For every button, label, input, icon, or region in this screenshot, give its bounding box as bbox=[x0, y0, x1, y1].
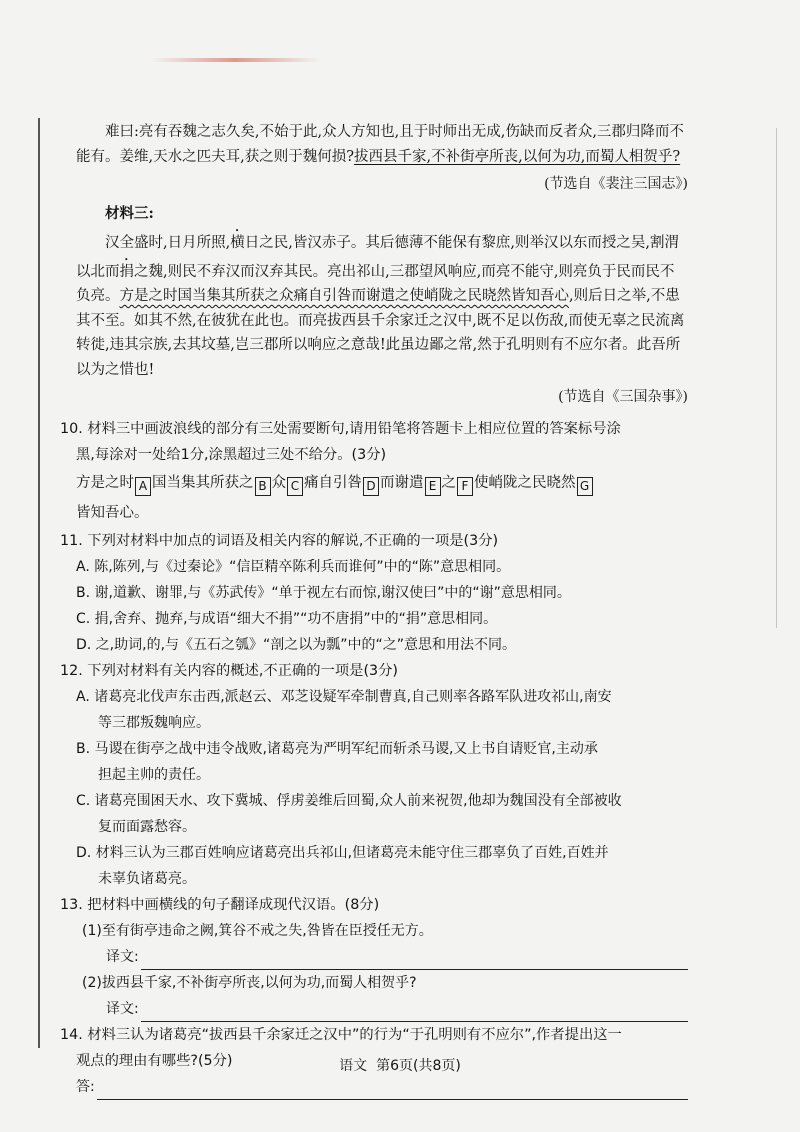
option-line: 担起主帅的责任。 bbox=[98, 767, 210, 783]
question-10-stem-line1: 10. 材料三中画波浪线的部分有三处需要断句,请用铅笔将答题卡上相应位置的答案标号涂 bbox=[60, 421, 621, 437]
material3-title: 材料三: bbox=[105, 205, 154, 222]
segment-text: 而谢遣 bbox=[380, 475, 424, 491]
question-12-option-b[interactable] bbox=[76, 736, 688, 788]
wavy-underlined-sentence: 方是之时国当集其所获之众痛自引咎而谢遣之使峭陇之民晓然皆知吾心 bbox=[119, 288, 569, 304]
material3-source: (节选自《三国杂事》) bbox=[558, 389, 688, 405]
dotted-word-heng: 横 bbox=[230, 235, 245, 251]
option-line: 未辜负诸葛亮。 bbox=[98, 871, 196, 887]
question-13-answer-2[interactable] bbox=[76, 996, 688, 1022]
material3-text-1: 汉全盛时,日月所照, bbox=[105, 235, 231, 251]
question-14-answer[interactable] bbox=[76, 1074, 688, 1100]
question-11-option-a[interactable]: A. 陈,陈列,与《过秦论》“信臣精卒陈利兵而谁何”中的“陈”意思相同。 bbox=[76, 559, 511, 575]
question-14-stem-line2: 观点的理由有哪些?(5分) bbox=[76, 1053, 233, 1069]
answer-blank[interactable] bbox=[97, 1081, 688, 1100]
answer-label: 答: bbox=[76, 1079, 95, 1095]
right-margin-rule bbox=[776, 128, 777, 628]
option-line: C. 诸葛亮围困天水、攻下冀城、俘虏姜维后回蜀,众人前来祝贺,他却为魏国没有全部被收 bbox=[76, 793, 622, 809]
question-14-stem-line1: 14. 材料三认为诸葛亮“拔西县千余家迁之汉中”的行为“于孔明则有不应尔”,作者提出这一 bbox=[60, 1027, 622, 1043]
segment-text: 之 bbox=[441, 475, 456, 491]
segment-text-last: 皆知吾心。 bbox=[76, 505, 149, 521]
answer-box-a[interactable]: A bbox=[135, 477, 151, 496]
scan-mark bbox=[150, 58, 320, 62]
question-11-option-c[interactable]: C. 捐,舍弃、抛弃,与成语“细大不捐”“功不唐捐”中的“捐”意思相同。 bbox=[76, 611, 498, 627]
question-11-option-d[interactable]: D. 之,助词,的,与《五石之瓠》“剖之以为瓢”中的“之”意思和用法不同。 bbox=[76, 637, 517, 653]
answer-box-e[interactable]: E bbox=[425, 477, 441, 496]
material3-text-2: 日之民,皆汉赤子。其后德薄不能保有黎庶,则举汉以东而授之吴,割渭以北而 bbox=[76, 235, 680, 280]
question-13-sentence-2: (2)拔西县千家,不补街亭所丧,以何为功,而蜀人相贺乎? bbox=[82, 975, 417, 991]
translation-label: 译文: bbox=[106, 1001, 139, 1017]
material2-paragraph bbox=[76, 120, 688, 169]
option-line: 复而面露愁容。 bbox=[98, 819, 196, 835]
question-13-answer-1[interactable] bbox=[76, 944, 688, 970]
question-12-option-d[interactable] bbox=[76, 840, 688, 892]
answer-box-c[interactable]: C bbox=[287, 477, 303, 496]
answer-blank[interactable] bbox=[141, 1003, 688, 1022]
page-footer: 语文 第6页(共8页) bbox=[339, 1058, 461, 1074]
question-10-stem bbox=[60, 416, 688, 442]
segment-text: 众 bbox=[271, 475, 286, 491]
question-13-stem-text: 13. 把材料中画横线的句子翻译成现代汉语。(8分) bbox=[60, 897, 380, 913]
segment-text: 痛自引咎 bbox=[304, 475, 362, 491]
question-11-stem bbox=[60, 528, 688, 554]
option-line: A. 诸葛亮北伐声东击西,派赵云、邓芝设疑军牵制曹真,自己则率各路军队进攻祁山,南安 bbox=[76, 689, 612, 705]
answer-box-f[interactable]: F bbox=[457, 477, 473, 496]
material2-text: 难曰:亮有吞魏之志久矣,不始于此,众人方知也,且于时师出无成,伤缺而反者众,三郡归降而不能有。姜维,天水之匹夫耳,获之则于魏何损? bbox=[76, 124, 684, 165]
question-11-option-b[interactable]: B. 谢,道歉、谢罪,与《苏武传》“单于视左右而惊,谢汉使曰”中的“谢”意思相同。 bbox=[76, 585, 571, 601]
answer-box-b[interactable]: B bbox=[255, 477, 271, 496]
answer-blank[interactable] bbox=[141, 951, 688, 970]
left-margin-rule bbox=[38, 118, 40, 1048]
dotted-word-juan: 捐 bbox=[119, 263, 134, 280]
segment-text: 使峭陇之民晓然 bbox=[474, 475, 576, 491]
answer-box-g[interactable]: G bbox=[577, 477, 593, 496]
answer-box-d[interactable]: D bbox=[363, 477, 379, 496]
material3-text-4: ,则后日之举,不患其不至。如其不然,在彼犹在此也。而亮拔西县千余家迁之汉中,既不足以伤敌,而使无辜之民流离转徙,违其宗族,去其坟墓,岂三郡所以响应之意哉!此虽边鄙之常,然于孔明则有不应尔者。此吾所以为之惜也! bbox=[76, 288, 685, 378]
option-line: 等三郡叛魏响应。 bbox=[98, 715, 210, 731]
question-13-stem bbox=[60, 892, 688, 918]
question-13-sentence-1: (1)至有街亭违命之阙,箕谷不戒之失,咎皆在臣授任无方。 bbox=[82, 923, 433, 939]
material2-underlined-sentence: 拔西县千家,不补街亭所丧,以何为功,而蜀人相贺乎? bbox=[354, 148, 681, 165]
question-10-segment-line bbox=[76, 468, 688, 498]
option-line: B. 马谡在街亭之战中违令战败,诸葛亮为严明军纪而斩杀马谡,又上书自请贬官,主动承 bbox=[76, 741, 598, 757]
question-11-stem-text: 11. 下列对材料中加点的词语及相关内容的解说,不正确的一项是(3分) bbox=[60, 533, 499, 549]
material2-source: (节选自《裴注三国志》) bbox=[544, 176, 688, 192]
option-line: D. 材料三认为三郡百姓响应诸葛亮出兵祁山,但诸葛亮未能守住三郡辜负了百姓,百姓并 bbox=[76, 845, 609, 861]
translation-label: 译文: bbox=[106, 949, 139, 965]
question-12-option-a[interactable] bbox=[76, 684, 688, 736]
page-content bbox=[60, 120, 688, 1100]
question-12-stem bbox=[60, 658, 688, 684]
question-10-stem-line2: 黑,每涂对一处给1分,涂黑超过三处不给分。(3分) bbox=[76, 447, 387, 463]
material3-text-3: 之魏,则民不弃汉而汉弃其民。亮出祁山,三郡望风响应,而亮不能守,则亮负于民而民不负亮。 bbox=[76, 263, 675, 304]
segment-text: 方是之时 bbox=[76, 475, 134, 491]
material3-paragraph bbox=[76, 227, 688, 382]
question-12-stem-text: 12. 下列对材料有关内容的概述,不正确的一项是(3分) bbox=[60, 663, 399, 679]
question-14-stem bbox=[60, 1022, 688, 1048]
segment-text: 国当集其所获之 bbox=[152, 475, 254, 491]
question-12-option-c[interactable] bbox=[76, 788, 688, 840]
